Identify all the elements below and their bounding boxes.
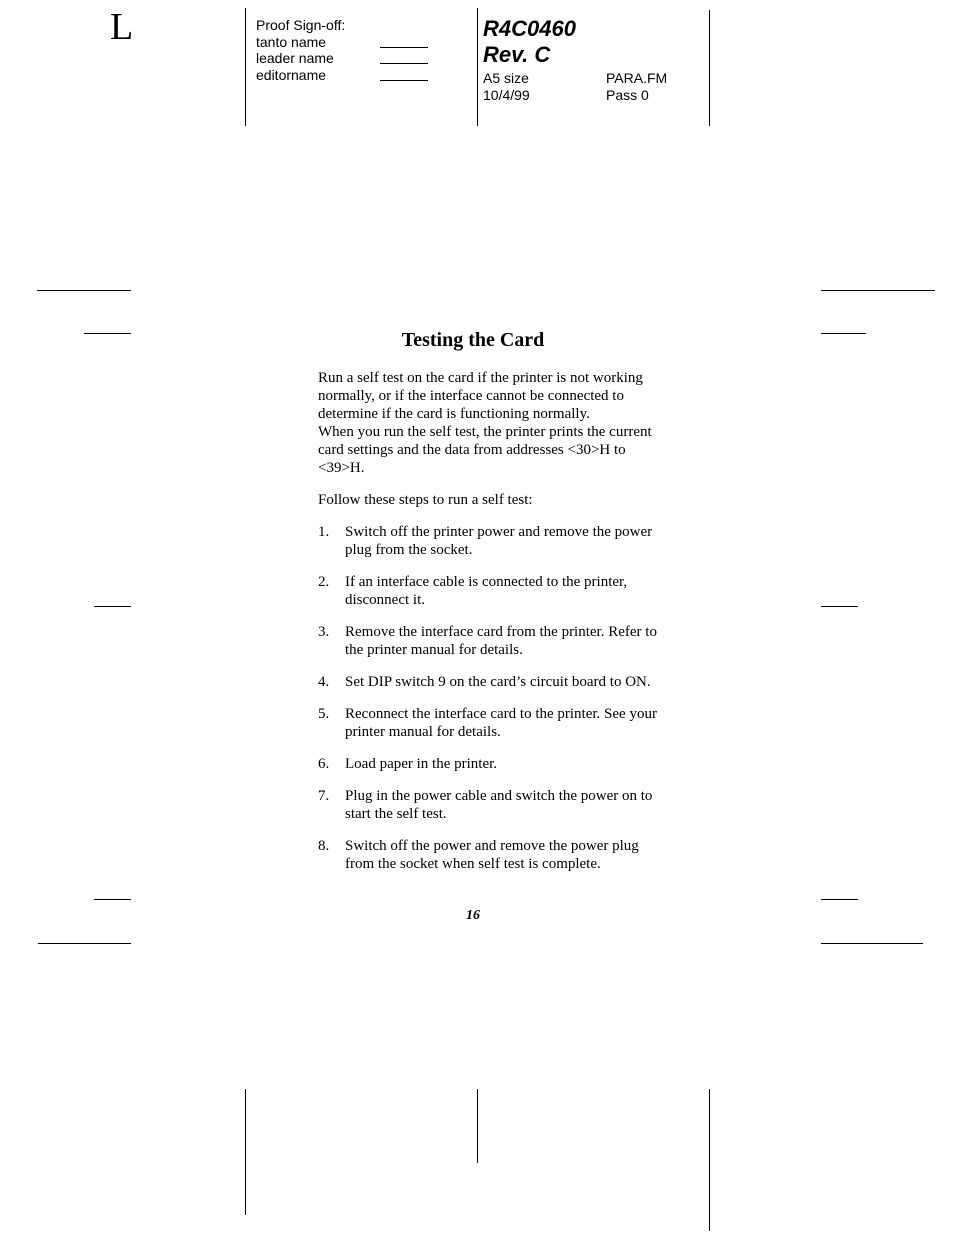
meta-size: A5 size <box>483 70 529 86</box>
page-number: 16 <box>466 908 480 923</box>
signoff-row-editor: editorname <box>256 66 327 83</box>
list-item <box>318 705 668 741</box>
section-title: Testing the Card <box>401 329 545 351</box>
list-item <box>318 573 668 609</box>
step-number: 8. <box>318 838 330 854</box>
step-number: 6. <box>318 756 330 772</box>
step-number: 5. <box>318 706 330 722</box>
step-text: If an interface cable is connected to the printer, disconnect it. <box>345 574 628 608</box>
crop-mark-top-left-outer <box>37 290 131 291</box>
footer-divider-left <box>245 1089 246 1215</box>
paragraph-steps-intro: Follow these steps to run a self test: <box>318 492 533 508</box>
step-number: 7. <box>318 788 330 804</box>
crop-mark-bottom-right-inner <box>821 899 858 900</box>
crop-mark-middle-right <box>821 606 858 607</box>
step-number: 4. <box>318 674 330 690</box>
proof-signoff <box>256 17 345 83</box>
body-text <box>318 369 668 887</box>
document-code: R4C0460 <box>483 16 576 41</box>
footer-divider-right <box>709 1089 710 1231</box>
document-revision: Rev. C <box>483 42 551 67</box>
footer-divider-middle <box>477 1089 478 1163</box>
signoff-blank-editor <box>380 80 428 81</box>
paragraph-self-test: When you run the self test, the printer prints the current card settings and the data from addresses <30>H to <39>H. <box>318 424 652 476</box>
header-divider-left <box>245 8 246 126</box>
list-item <box>318 523 668 559</box>
paragraph-intro: Run a self test on the card if the printer is not working normally, or if the interface cannot be connected to determine if the card is functioning normally. <box>318 370 643 422</box>
corner-mark: L <box>110 6 134 48</box>
document-id <box>483 16 576 68</box>
meta-pass: Pass 0 <box>606 87 649 103</box>
signoff-row-leader: leader name <box>256 50 334 66</box>
list-item <box>318 787 668 823</box>
step-number: 2. <box>318 574 330 590</box>
signoff-row-tanto: tanto name <box>256 33 327 50</box>
header-divider-right <box>709 10 710 126</box>
step-text: Switch off the power and remove the power plug from the socket when self test is complete. <box>345 838 639 872</box>
crop-mark-bottom-left-inner <box>94 899 131 900</box>
list-item <box>318 837 668 873</box>
step-number: 3. <box>318 624 330 640</box>
steps-list <box>318 523 668 873</box>
step-text: Load paper in the printer. <box>345 756 498 772</box>
step-number: 1. <box>318 524 330 540</box>
header-divider-middle <box>477 8 478 126</box>
meta-date: 10/4/99 <box>483 87 530 103</box>
step-text: Switch off the printer power and remove the power plug from the socket. <box>345 524 653 558</box>
crop-mark-bottom-right-outer <box>821 943 923 944</box>
step-text: Set DIP switch 9 on the card’s circuit board to ON. <box>345 674 651 690</box>
crop-mark-top-right-inner <box>821 333 866 334</box>
step-text: Remove the interface card from the printer. Refer to the printer manual for details. <box>345 624 657 658</box>
step-text: Plug in the power cable and switch the power on to start the self test. <box>345 788 653 822</box>
meta-file: PARA.FM <box>606 70 668 86</box>
list-item <box>318 673 668 691</box>
signoff-blank-leader <box>380 63 428 64</box>
signoff-heading: Proof Sign-off: <box>256 17 346 33</box>
crop-mark-top-left-inner <box>84 333 131 334</box>
signoff-blank-tanto <box>380 47 428 48</box>
step-text: Reconnect the interface card to the printer. See your printer manual for details. <box>345 706 657 740</box>
list-item <box>318 623 668 659</box>
crop-mark-middle-left <box>94 606 131 607</box>
list-item <box>318 755 668 773</box>
crop-mark-top-right-outer <box>821 290 935 291</box>
crop-mark-bottom-left-outer <box>38 943 131 944</box>
